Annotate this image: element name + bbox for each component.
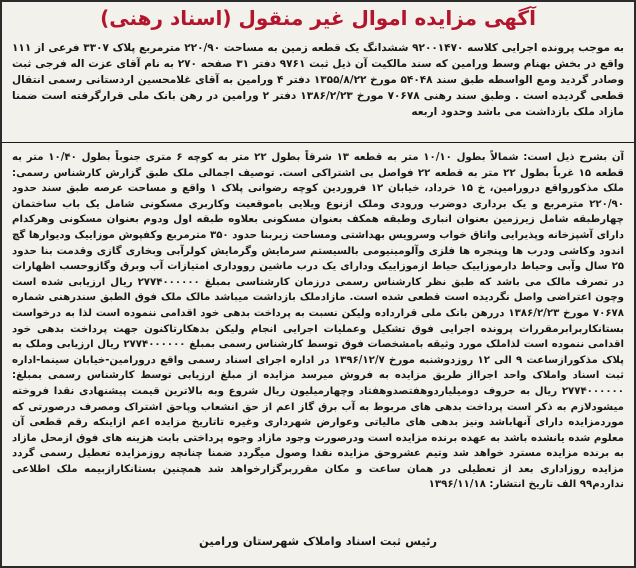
section-divider bbox=[2, 142, 634, 143]
notice-intro-paragraph: به موجب پرونده اجرایی کلاسه ۹۲۰۰۱۴۷۰ ششدانگ یک قطعه زمین به مساحت ۲۲۰/۹۰ مترمربع پلاک ۳۳۰۷ فرعی از ۱۱۱ واقع در بخش بهنام وسط ورامین که سند مالکیت آن ذیل ثبت ۹۷۶۱ دفتر ۳۱ صفحه ۲۷۰ به نام آقای عزت اله فرجی ثبت وصادر گردید ومع الواسطه طبق سند ۵۴۰۴۸ مورخ ۱۳۵۵/۸/۲۲ دفتر ۴ ورامین به آقای غلامحسین اردستانی رسمی انتقال قطعی گردیده است . وطبق سند رهنی ۷۰۶۷۸ مورخ ۱۳۸۶/۲/۲۳ دفتر ۲ ورامین در رهن بانک ملی قرارگرفته است ضمنا مازاد ملک بازداشت می باشد وحدود اربعه bbox=[12, 42, 624, 118]
publish-date: ۱۳۹۶/۱۱/۱۸ bbox=[428, 479, 486, 491]
notice-body-paragraph bbox=[12, 150, 624, 526]
notice-body-text: آن بشرح ذیل است: شمالاً بطول ۱۰/۱۰ متر به قطعه ۱۳ شرقاً بطول ۲۲ متر به کوچه ۶ متری جنوباً بطول ۱۰/۴۰ متر به قطعه ۱۵ غرباً بطول ۲۲ متر به قطعه ۲۲ فواصل بی اشتراکی است. توصیف اجمالی ملک طبق گزارش کارشناس رسمی: ملک مذکورواقع درورامین، خ ۱۵ خرداد، خیابان ۱۲ فروردین کوچه رضوانی پلاک ۱ واقع و مساحت عرصه طبق سند حدود ۲۲۰/۹۰ مترمربع و یک برداری دوضرب ورودی وملک ازنوع ویلایی باموقعیت وکاربری مسکونی شامل یک باب ساختمان چهارطبقه شامل زیرزمین بعنوان انباری وطبقه همکف بعنوان مسکونی بعلاوه طبقه اول ودوم بعنوان مسکونی وهرکدام دارای آشپزخانه وپذیرایی واتاق خواب وسرویس بهداشتی ومساحت زیربنا حدود ۳۵۰ مترمربع وکفپوش موزاییک ودیوارها گچ اندود وکاشی ودرب ها وپنجره ها فلزی وآلومینیومی بالسیستم سرمایش وگرمایش کولرآبی وبخاری گازی وقدمت بنا حدود ۲۵ سال وآبی وحیاط دارموزاییک حیاط ازموزاییک ودارای یک درب ماشین رووداری امتیازات آب وبرق وگازوحسب اظهارات در تصرف مالک می باشد که طبق نظر کارشناس رسمی درزمان کارشناسی بمبلغ ۲۷۷۴۰۰۰۰۰۰ ریال ارزیابی شده است وچون اعتراضی واصل نگردیده است قطعی شده است. مازادملک بازداشت میباشد مالک ملک فوق الطبق سندرهنی شماره ۷۰۶۷۸ مورخ ۱۳۸۶/۲/۲۳ دررهن بانک ملی قرارداده ولیکن نسبت به پرداخت بدهی خود اقدامی ننموده است لذا به درخواست بستانکاربرابرمقررات پرونده اجرایی فوق تشکیل وعملیات اجرایی انجام ولیکن بدهکارتاکنون جهت پرداخت بدهی خود اقدامی ننموده است لذاملک مورد وثیقه بامشخصات فوق توسط کارشناس رسمی بمبلغ ۲۷۷۴۰۰۰۰۰۰ ریال ارزیابی وملک به پلاک مذکورازساعت ۹ الی ۱۲ روزدوشنبه مورخ ۱۳۹۶/۱۲/۷ در اداره اجرای اسناد رسمی واقع درورامین-خیابان سینما-اداره ثبت اسناد واملاک واحد اجرااز طریق مزایده به فروش میرسد مزایده از مبلغ ارزیابی توسط کارشناس رسمی بمبلغ: ۲۷۷۴۰۰۰۰۰۰ ریال به حروف دومیلیاردوهفتصدوهفتاد وچهارمیلیون ریال شروع وبه بالاترین قیمت پیشنهادی نقدا فروخته میشودلازم به ذکر است پرداخت بدهی های مربوط به آب برق گاز اعم از حق انشعاب وپاحق اشتراک ومصرف درصورتی که موردمزایده دارای آنهاباشد ونیز بدهی های مالیاتی وعوارض شهرداری وغیره تاتاریخ مزایده اعم ازاینکه رقم قطعی آن معلوم شده یانشده باشد به عهده برنده مزایده است ودرصورت وجود مازاد وجوه پرداختی بابت هزینه های فوق ازمحل مازاد به برنده مزایده مسترد خواهد شد وتیم عشروحق مزایده نقدا وصول میگردد ضمنا چنانچه روزمزایده تعطیل رسمی گردد مزایده روزاداری بعد از تعطیلی در همان ساعت و مکان مقرربرگزارخواهد شد همچنین بستانکارازبیمه ملک اطلاعی نداردم۹۹ الف bbox=[12, 152, 624, 491]
signature-line: رئیس ثبت اسناد واملاک شهرستان ورامین bbox=[198, 534, 438, 548]
notice-title: آگهی مزایده اموال غیر منقول (اسناد رهنی) bbox=[100, 6, 536, 30]
publish-date-label: تاریخ انتشار: bbox=[489, 479, 554, 491]
